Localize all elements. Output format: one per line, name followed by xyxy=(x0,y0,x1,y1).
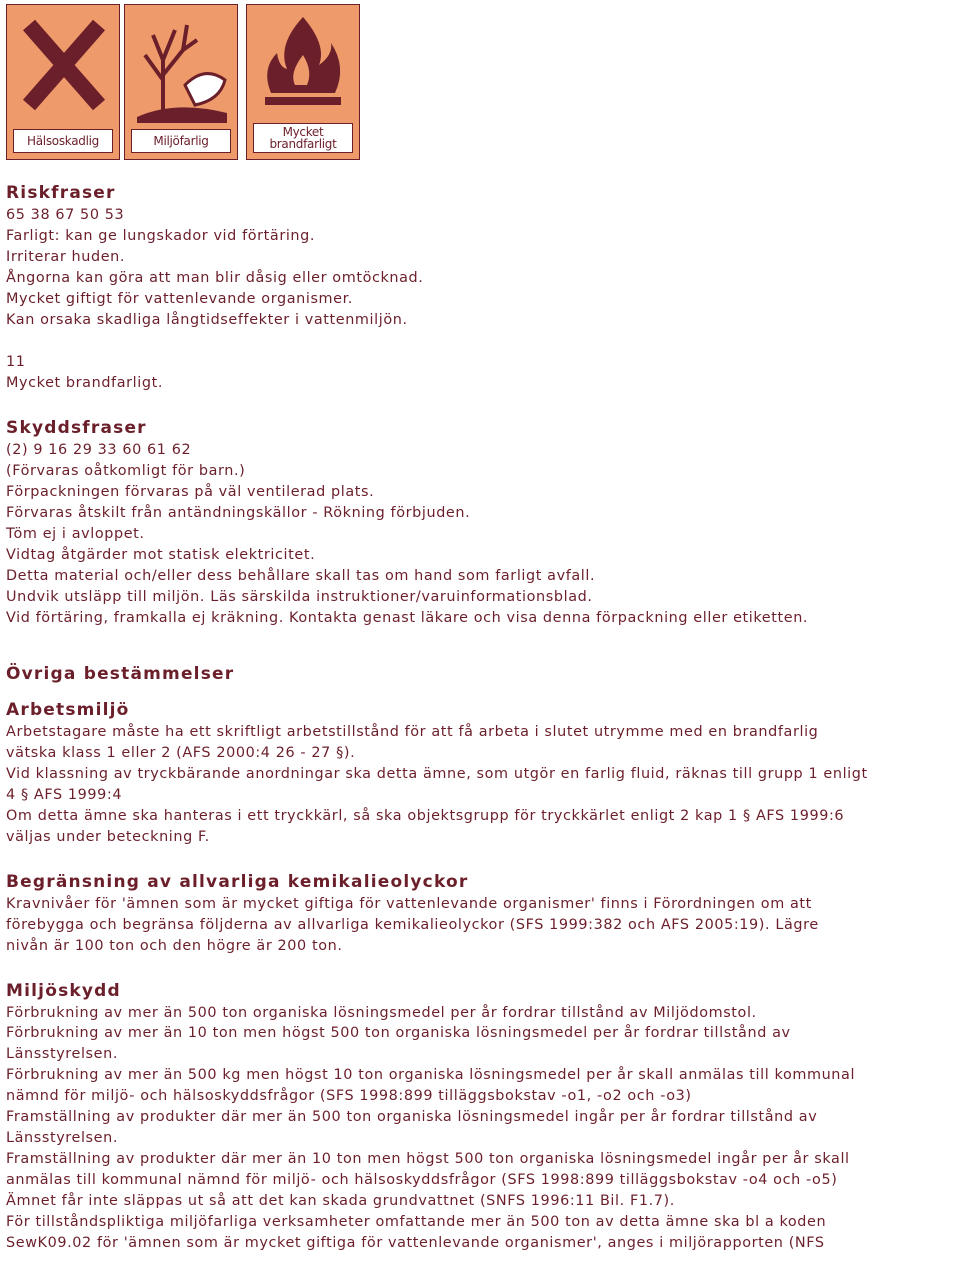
miljoskydd-text: Länsstyrelsen. xyxy=(6,1046,119,1063)
risk-phrase: Kan orsaka skadliga långtidseffekter i vattenmiljön. xyxy=(6,311,408,328)
skyddsfraser-heading: Skyddsfraser xyxy=(6,418,147,439)
safety-phrase: Förvaras åtskilt från antändningskällor - Rökning förbjuden. xyxy=(6,504,471,521)
miljoskydd-text: Förbrukning av mer än 500 kg men högst 10 ton organiska lösningsmedel per år skall anmälas till kommunal xyxy=(6,1067,856,1084)
section-sign: § xyxy=(336,745,344,762)
environment-hazard-symbol xyxy=(124,4,238,160)
flame-icon xyxy=(247,5,359,125)
miljoskydd-text: Förbrukning av mer än 10 ton men högst 500 ton organiska lösningsmedel per år fordrar tillstånd av xyxy=(6,1025,791,1042)
section-sign: § xyxy=(20,787,29,804)
risk-phrase: Ångorna kan göra att man blir dåsig eller omtöcknad. xyxy=(6,269,424,286)
arbetsmiljo-text xyxy=(6,785,956,806)
risk-phrase: Mycket giftigt för vattenlevande organismer. xyxy=(6,290,353,307)
safety-phrase: Vid förtäring, framkalla ej kräkning. Kontakta genast läkare och visa denna förpackning eller etiketten. xyxy=(6,609,809,626)
miljoskydd-text: Framställning av produkter där mer än 10 ton men högst 500 ton organiska lösningsmedel ingår per år skall xyxy=(6,1150,850,1167)
health-hazard-x-icon xyxy=(7,5,119,125)
environment-hazard-icon xyxy=(125,5,237,125)
safety-phrase: Töm ej i avloppet. xyxy=(6,525,145,542)
arbetsmiljo-text-part: ). xyxy=(343,745,356,762)
arbetsmiljo-heading: Arbetsmiljö xyxy=(6,700,130,721)
miljoskydd-text: SewK09.02 för 'ämnen som är mycket giftiga för vattenlevande organismer', anges i miljörapporten (NFS xyxy=(6,1234,825,1251)
arbetsmiljo-text-part: vätska klass 1 eller 2 (AFS 2000:4 26 - 27 xyxy=(6,745,337,762)
arbetsmiljo-text-part: 4 xyxy=(6,787,21,804)
begransning-heading: Begränsning av allvarliga kemikalieolyckor xyxy=(6,871,469,892)
riskfraser-heading: Riskfraser xyxy=(6,183,116,203)
arbetsmiljo-text xyxy=(6,806,956,827)
miljoskydd-heading: Miljöskydd xyxy=(6,980,121,1001)
symbol-caption: Miljöfarlig xyxy=(131,129,231,153)
arbetsmiljo-text-part: AFS 1999:4 xyxy=(28,787,123,804)
miljoskydd-text: Framställning av produkter där mer än 500 ton organiska lösningsmedel ingår per år fordrar tillstånd av xyxy=(6,1109,818,1126)
section-sign: § xyxy=(742,808,751,825)
miljoskydd-text: Länsstyrelsen. xyxy=(6,1130,119,1146)
symbol-caption: Hälsoskadlig xyxy=(13,129,113,153)
risk-phrase: Irriterar huden. xyxy=(6,248,126,265)
hazard-symbols xyxy=(6,4,366,162)
miljoskydd-text: Ämnet får inte släppas ut så att det kan skada grundvattnet (SNFS 1996:11 Bil. F1.7). xyxy=(6,1192,675,1209)
arbetsmiljo-text-part: Om detta ämne ska hanteras i ett tryckkärl, så ska objektsgrupp för tryckkärlet enligt 2 kap 1 xyxy=(6,808,743,825)
symbol-caption-line2: brandfarligt xyxy=(269,137,337,151)
miljoskydd-text: För tillståndspliktiga miljöfarliga verksamheter omfattande mer än 500 ton av detta ämne ska bl a koden xyxy=(6,1213,827,1230)
risk-phrase: Farligt: kan ge lungskador vid förtäring. xyxy=(6,227,316,244)
flammable-symbol xyxy=(246,4,360,160)
document-body xyxy=(6,181,956,1253)
arbetsmiljo-text: Vid klassning av tryckbärande anordningar ska detta ämne, som utgör en farlig fluid, räknas till grupp 1 enligt xyxy=(6,766,868,783)
arbetsmiljo-text-part: AFS 1999:6 xyxy=(750,808,845,825)
health-hazard-symbol xyxy=(6,4,120,160)
begransning-text: Kravnivåer för 'ämnen som är mycket giftiga för vattenlevande organismer' finns i Förordningen om att xyxy=(6,895,812,912)
safety-codes: (2) 9 16 29 33 60 61 62 xyxy=(6,442,192,459)
miljoskydd-text: Förbrukning av mer än 500 ton organiska lösningsmedel per år fordrar tillstånd av Miljödomstol. xyxy=(6,1004,757,1021)
risk-codes: 11 xyxy=(6,354,26,371)
arbetsmiljo-text: väljas under beteckning F. xyxy=(6,828,210,845)
safety-phrase: Undvik utsläpp till miljön. Läs särskilda instruktioner/varuinformationsblad. xyxy=(6,588,593,605)
arbetsmiljo-text xyxy=(6,743,956,764)
safety-phrase: Vidtag åtgärder mot statisk elektricitet. xyxy=(6,546,316,563)
safety-phrase: (Förvaras oåtkomligt för barn.) xyxy=(6,463,246,480)
safety-phrase: Detta material och/eller dess behållare skall tas om hand som farligt avfall. xyxy=(6,567,596,584)
miljoskydd-text: nämnd för miljö- och hälsoskyddsfrågor (SFS 1998:899 tilläggsbokstav -o1, -o2 och -o3) xyxy=(6,1088,692,1105)
ovriga-heading: Övriga bestämmelser xyxy=(6,664,235,685)
arbetsmiljo-text: Arbetstagare måste ha ett skriftligt arbetstillstånd för att få arbeta i slutet utrymme med en brandfarlig xyxy=(6,724,819,741)
risk-codes: 65 38 67 50 53 xyxy=(6,207,125,223)
safety-phrase: Förpackningen förvaras på väl ventilerad plats. xyxy=(6,484,375,501)
miljoskydd-text: anmälas till kommunal nämnd för miljö- och hälsoskyddsfrågor (SFS 1998:899 tilläggsbokstav -o4 och -o5) xyxy=(6,1171,838,1188)
begransning-text: nivån är 100 ton och den högre är 200 ton. xyxy=(6,937,343,954)
begransning-text: förebygga och begränsa följderna av allvarliga kemikalieolyckor (SFS 1999:382 och AFS 2005:19). Lägre xyxy=(6,916,819,933)
symbol-caption xyxy=(253,123,353,153)
risk-phrase: Mycket brandfarligt. xyxy=(6,375,164,392)
symbol-caption-line1: Mycket xyxy=(282,125,324,139)
